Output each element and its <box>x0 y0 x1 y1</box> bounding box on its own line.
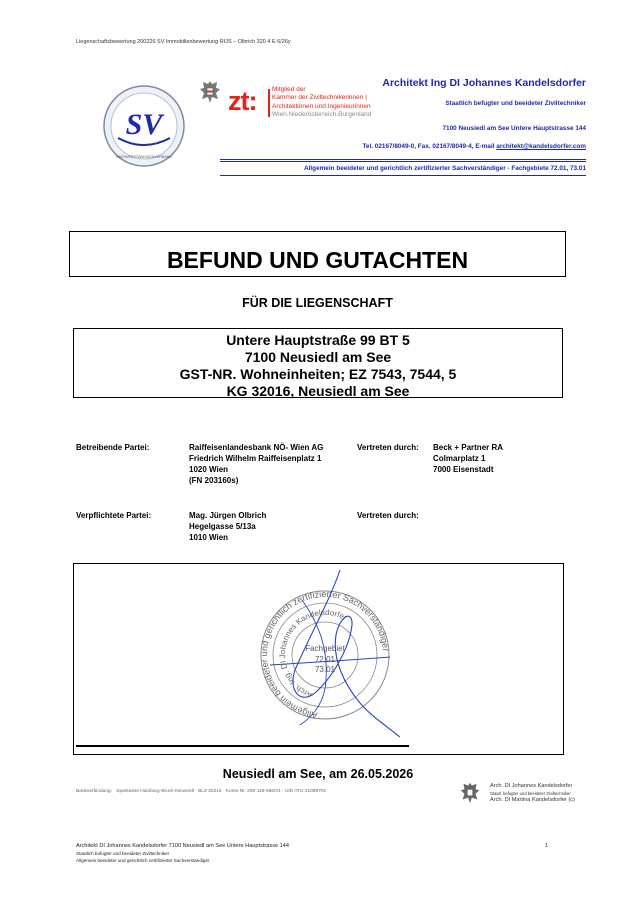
stamp-code: 72.01 <box>314 655 336 664</box>
expert-certification: Allgemein beeideter und gerichtlich zertifizierter Sachverständiger - Fachgebiete 72.01, 73.01 <box>304 165 586 172</box>
document-title: BEFUND UND GUTACHTEN <box>166 247 469 273</box>
zt-line: Kammer der Ziviltechnikerinnen | <box>272 94 367 102</box>
property-address-line: GST-NR. Wohneinheiten; EZ 7543, 7544, 5 <box>179 366 457 382</box>
seal-names <box>490 783 575 805</box>
property-address-line: KG 32016, Neusiedl am See <box>226 383 410 399</box>
party-line: Hegelgasse 5/13a <box>189 522 256 531</box>
party-line: Raiffeisenlandesbank NÖ- Wien AG <box>189 443 324 452</box>
property-address-line: Untere Hauptstraße 99 BT 5 <box>226 332 410 348</box>
document-subtitle: FÜR DIE LIEGENSCHAFT <box>242 296 393 310</box>
coat-of-arms-icon <box>459 781 481 805</box>
party-line: Colmarplatz 1 <box>433 454 486 463</box>
zt-logo: zt: <box>228 86 257 116</box>
party-line: Beck + Partner RA <box>433 443 504 452</box>
header-rule <box>220 175 586 176</box>
zt-line: Mitglied der <box>272 86 306 93</box>
place-and-date: Neusiedl am See, am 26.05.2026 <box>222 767 414 781</box>
footer-line: Staatlich befugter und beeideter Ziviltechniker <box>76 851 170 857</box>
party-line: 1020 Wien <box>189 465 229 474</box>
footer-line: Allgemein beeideter und gerichtlich zertifizierter Sachverständiger <box>76 858 210 864</box>
obliged-party-details <box>189 510 266 543</box>
stamp-inner-text: Arch. Ing. DI Johannes Kandelsdorfer <box>278 607 349 700</box>
running-header: Liegenschaftsbewertung 200226 SV Immobilienbewertung RIJS – Olbrich 320 4 E 6/26y <box>76 39 291 45</box>
page-number: 1 <box>545 843 549 849</box>
party-line: 7000 Eisenstadt <box>433 465 494 474</box>
architect-address: 7100 Neusiedl am See Untere Hauptstrasse 144 <box>442 125 586 132</box>
architect-contact <box>362 143 586 150</box>
sv-logo-text: SACHVERSTÄNDIGENVERBAND <box>116 155 172 159</box>
signature-line <box>76 745 409 747</box>
zt-divider <box>268 89 270 117</box>
zt-chamber-text <box>272 86 371 120</box>
header-rule <box>220 161 586 162</box>
expert-stamp <box>240 565 410 745</box>
zt-region: Wien.Niederösterreich.Burgenland <box>272 111 372 119</box>
obliged-represented-by-label: Vertreten durch: <box>357 511 419 520</box>
representative-details <box>433 442 503 475</box>
contact-phone-fax: Tel. 02167/8049-0, Fax. 02167/8049-4, E-mail <box>362 143 497 150</box>
party-line: 1010 Wien <box>189 533 229 542</box>
architect-qualification: Staatlich befugter und beeideter Ziviltechniker <box>445 100 586 107</box>
operating-party-details <box>189 442 323 486</box>
seal-name: Arch. DI Johannes Kandelsdorfer <box>490 783 573 789</box>
footer-line: Architekt DI Johannes Kandelsdorfer 7100 Neusiedl am See Untere Hauptstrasse 144 <box>76 843 289 849</box>
stamp-center-label: Fachgebiet <box>305 644 345 653</box>
coat-of-arms-icon <box>199 79 221 105</box>
zt-line: Architektinnen und Ingenieurinnen <box>272 102 371 110</box>
party-line: Mag. Jürgen Olbrich <box>189 511 267 520</box>
party-line: (FN 203160s) <box>189 476 239 485</box>
obliged-party-label: Verpflichtete Partei: <box>76 511 152 520</box>
property-address-line: 7100 Neusiedl am See <box>244 349 392 365</box>
page-footer <box>76 843 289 865</box>
operating-party-label: Betreibende Partei: <box>76 443 150 452</box>
svg-text:SV: SV <box>125 108 163 141</box>
stamp-ring-text: Allgemein beeideter und gerichtlich zertifizierter Sachverständiger <box>259 588 391 721</box>
bank-details: Bankverbindung: · Sparkasse Hainburg-Bruck-Neusiedl · BLZ 20216 · Konto Nr. 200-118-586/01 · UID ATU 21089701 <box>76 789 327 794</box>
party-line: Friedrich Wilhelm Raiffeisenplatz 1 <box>189 454 322 463</box>
stamp-code: 73.01 <box>314 665 336 674</box>
sv-logo <box>102 84 186 168</box>
architect-name: Architekt Ing DI Johannes Kandelsdorfer <box>382 77 586 89</box>
seal-qualification: Staatl. befugter und beeideter Ziviltechniker <box>490 791 571 797</box>
represented-by-label: Vertreten durch: <box>357 443 419 452</box>
header-rule <box>220 159 586 160</box>
email-link[interactable]: architekt@kandelsdorfer.com <box>496 143 586 150</box>
seal-name: Arch. DI Martina Kandelsdorfer (c) <box>490 797 575 804</box>
